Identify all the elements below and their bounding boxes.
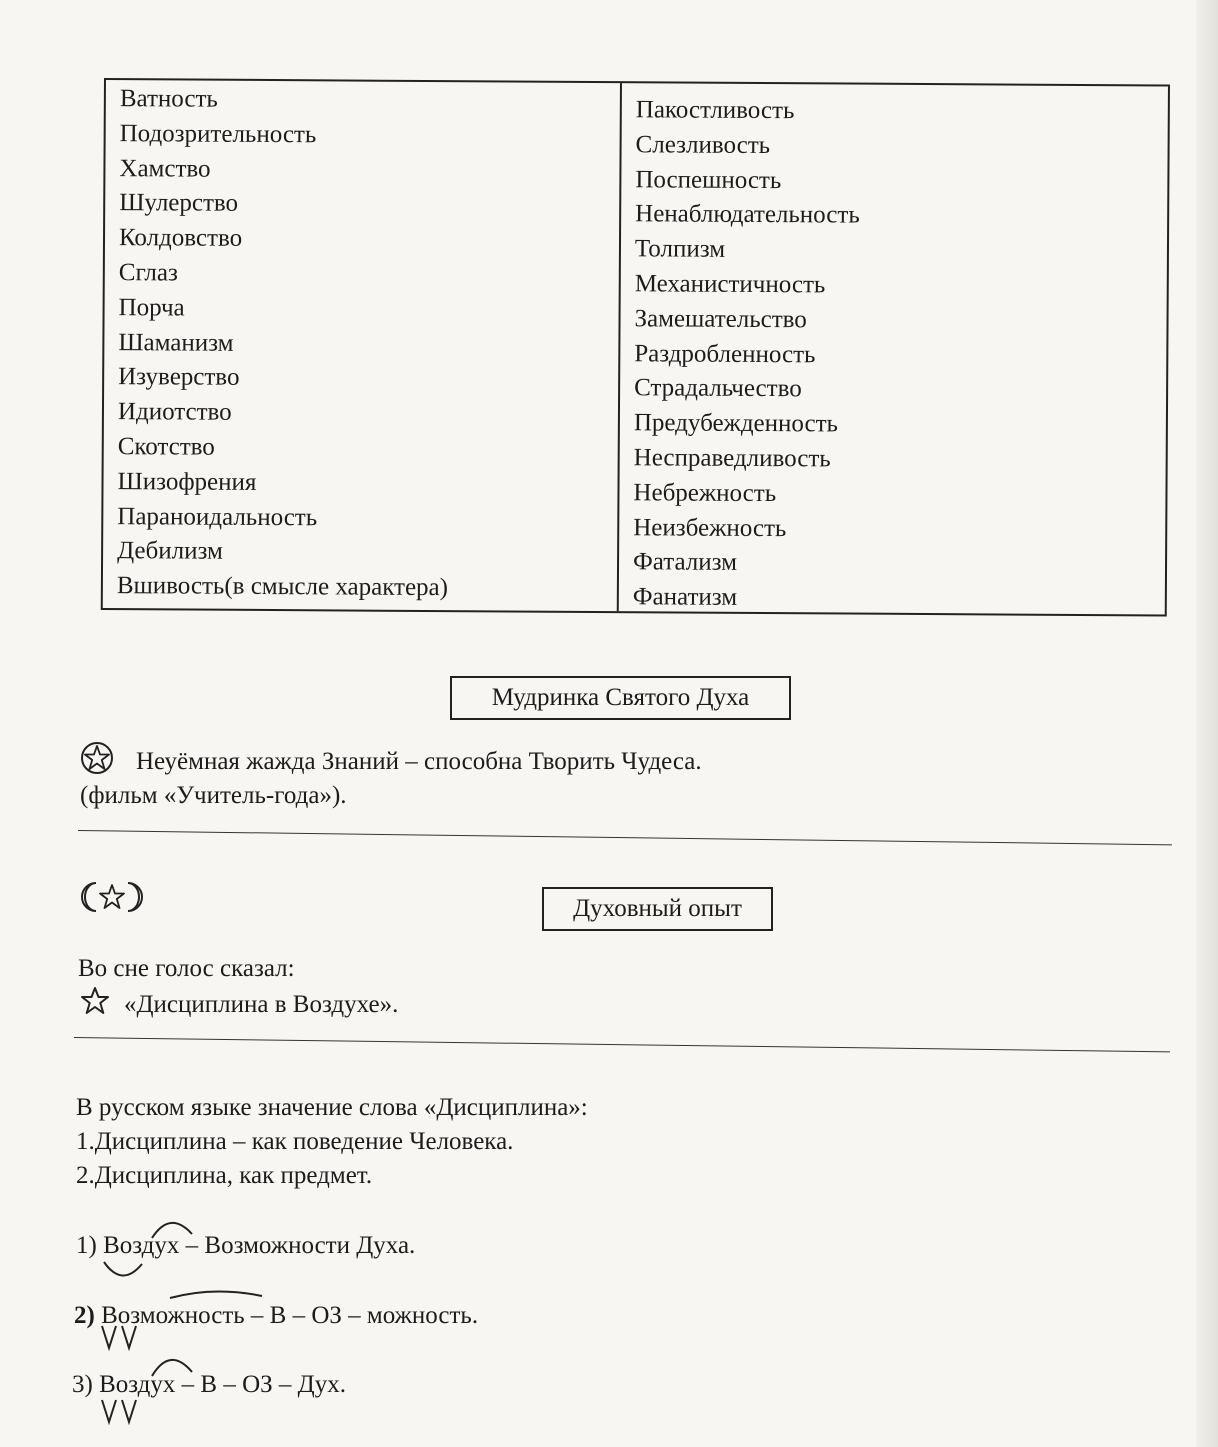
star-in-circle-icon <box>80 741 114 775</box>
table-right-item: Ненаблюдательность <box>635 200 860 230</box>
wisdom-line1: Неуёмная жажда Знаний – способна Творить Чудеса. <box>136 748 702 775</box>
analysis-line3-marks <box>96 1350 206 1430</box>
table-right-item: Предубежденность <box>633 409 839 438</box>
analysis-line1-word: Воздух <box>103 1232 180 1259</box>
star-outline-icon <box>80 986 110 1016</box>
wisdom-heading: Мудринка Святого Духа <box>450 676 791 720</box>
table-left-item: Шаманизм <box>118 328 234 357</box>
analysis-line3-rest: – В – ОЗ – Дух. <box>181 1371 346 1398</box>
table-right-item: Несправедливость <box>633 444 831 473</box>
table-right-item: Страдальчество <box>634 374 802 403</box>
experience-heading: Духовный опыт <box>542 887 773 931</box>
table-right-item: Пакостливость <box>635 96 795 125</box>
table-left-item: Хамство <box>119 154 211 183</box>
analysis-line2-num: 2) <box>74 1302 95 1329</box>
table-right-item: Фанатизм <box>632 583 738 612</box>
table-left-item: Параноидальность <box>117 502 318 531</box>
table-left-item: Дебилизм <box>117 537 223 566</box>
divider-rule-1 <box>78 830 1172 845</box>
analysis-line3-num: 3) <box>72 1371 93 1398</box>
wisdom-line2: (фильм «Учитель-года»). <box>80 782 347 809</box>
words-table <box>101 78 1170 617</box>
divider-rule-2 <box>74 1037 1170 1052</box>
experience-intro: Во сне голос сказал: <box>78 955 295 982</box>
meaning-intro: В русском языке значение слова «Дисциплина»: <box>76 1094 588 1121</box>
table-left-item: Вшивость(в смысле характера) <box>116 572 449 602</box>
meaning-item1: 1.Дисциплина – как поведение Человека. <box>76 1128 514 1155</box>
table-left-item: Колдовство <box>118 224 243 253</box>
table-left-item: Ватность <box>119 85 218 113</box>
experience-quote: «Дисциплина в Воздухе». <box>124 991 399 1018</box>
star-between-crescents-icon <box>78 880 146 914</box>
table-divider <box>617 83 622 611</box>
analysis-line1-num: 1) <box>76 1232 97 1259</box>
table-right-item: Поспешность <box>635 165 782 194</box>
analysis-line2-rest: – В – ОЗ – можность. <box>250 1302 479 1329</box>
table-right-item: Небрежность <box>633 479 777 507</box>
analysis-line1-rest: – Возможности Духа. <box>185 1232 416 1259</box>
table-right-item: Слезливость <box>635 131 771 159</box>
table-left-item: Шизофрения <box>117 467 257 496</box>
table-left-item: Шулерство <box>119 189 239 218</box>
table-right-item: Замешательство <box>634 305 807 334</box>
table-left-column <box>117 82 451 606</box>
table-left-item: Скотство <box>117 433 215 461</box>
table-right-item: Механистичность <box>634 270 826 299</box>
page-edge <box>1196 0 1218 1447</box>
meaning-item2: 2.Дисциплина, как предмет. <box>76 1162 373 1189</box>
analysis-line1-marks <box>96 1212 206 1282</box>
analysis-line2-word: Возможность <box>101 1302 245 1329</box>
table-left-item: Изуверство <box>118 363 240 392</box>
table-right-item: Раздробленность <box>634 339 816 368</box>
table-left-item: Порча <box>118 293 185 322</box>
analysis-line3-word: Воздух <box>99 1371 176 1398</box>
table-left-item: Подозрительность <box>119 119 317 149</box>
table-right-column <box>633 93 861 616</box>
table-left-item: Идиотство <box>117 398 232 426</box>
table-right-item: Толпизм <box>634 235 726 263</box>
table-right-item: Неизбежность <box>633 513 787 542</box>
table-left-item: Сглаз <box>118 259 179 287</box>
analysis-line2-marks <box>96 1286 276 1356</box>
table-right-item: Фатализм <box>632 548 738 577</box>
